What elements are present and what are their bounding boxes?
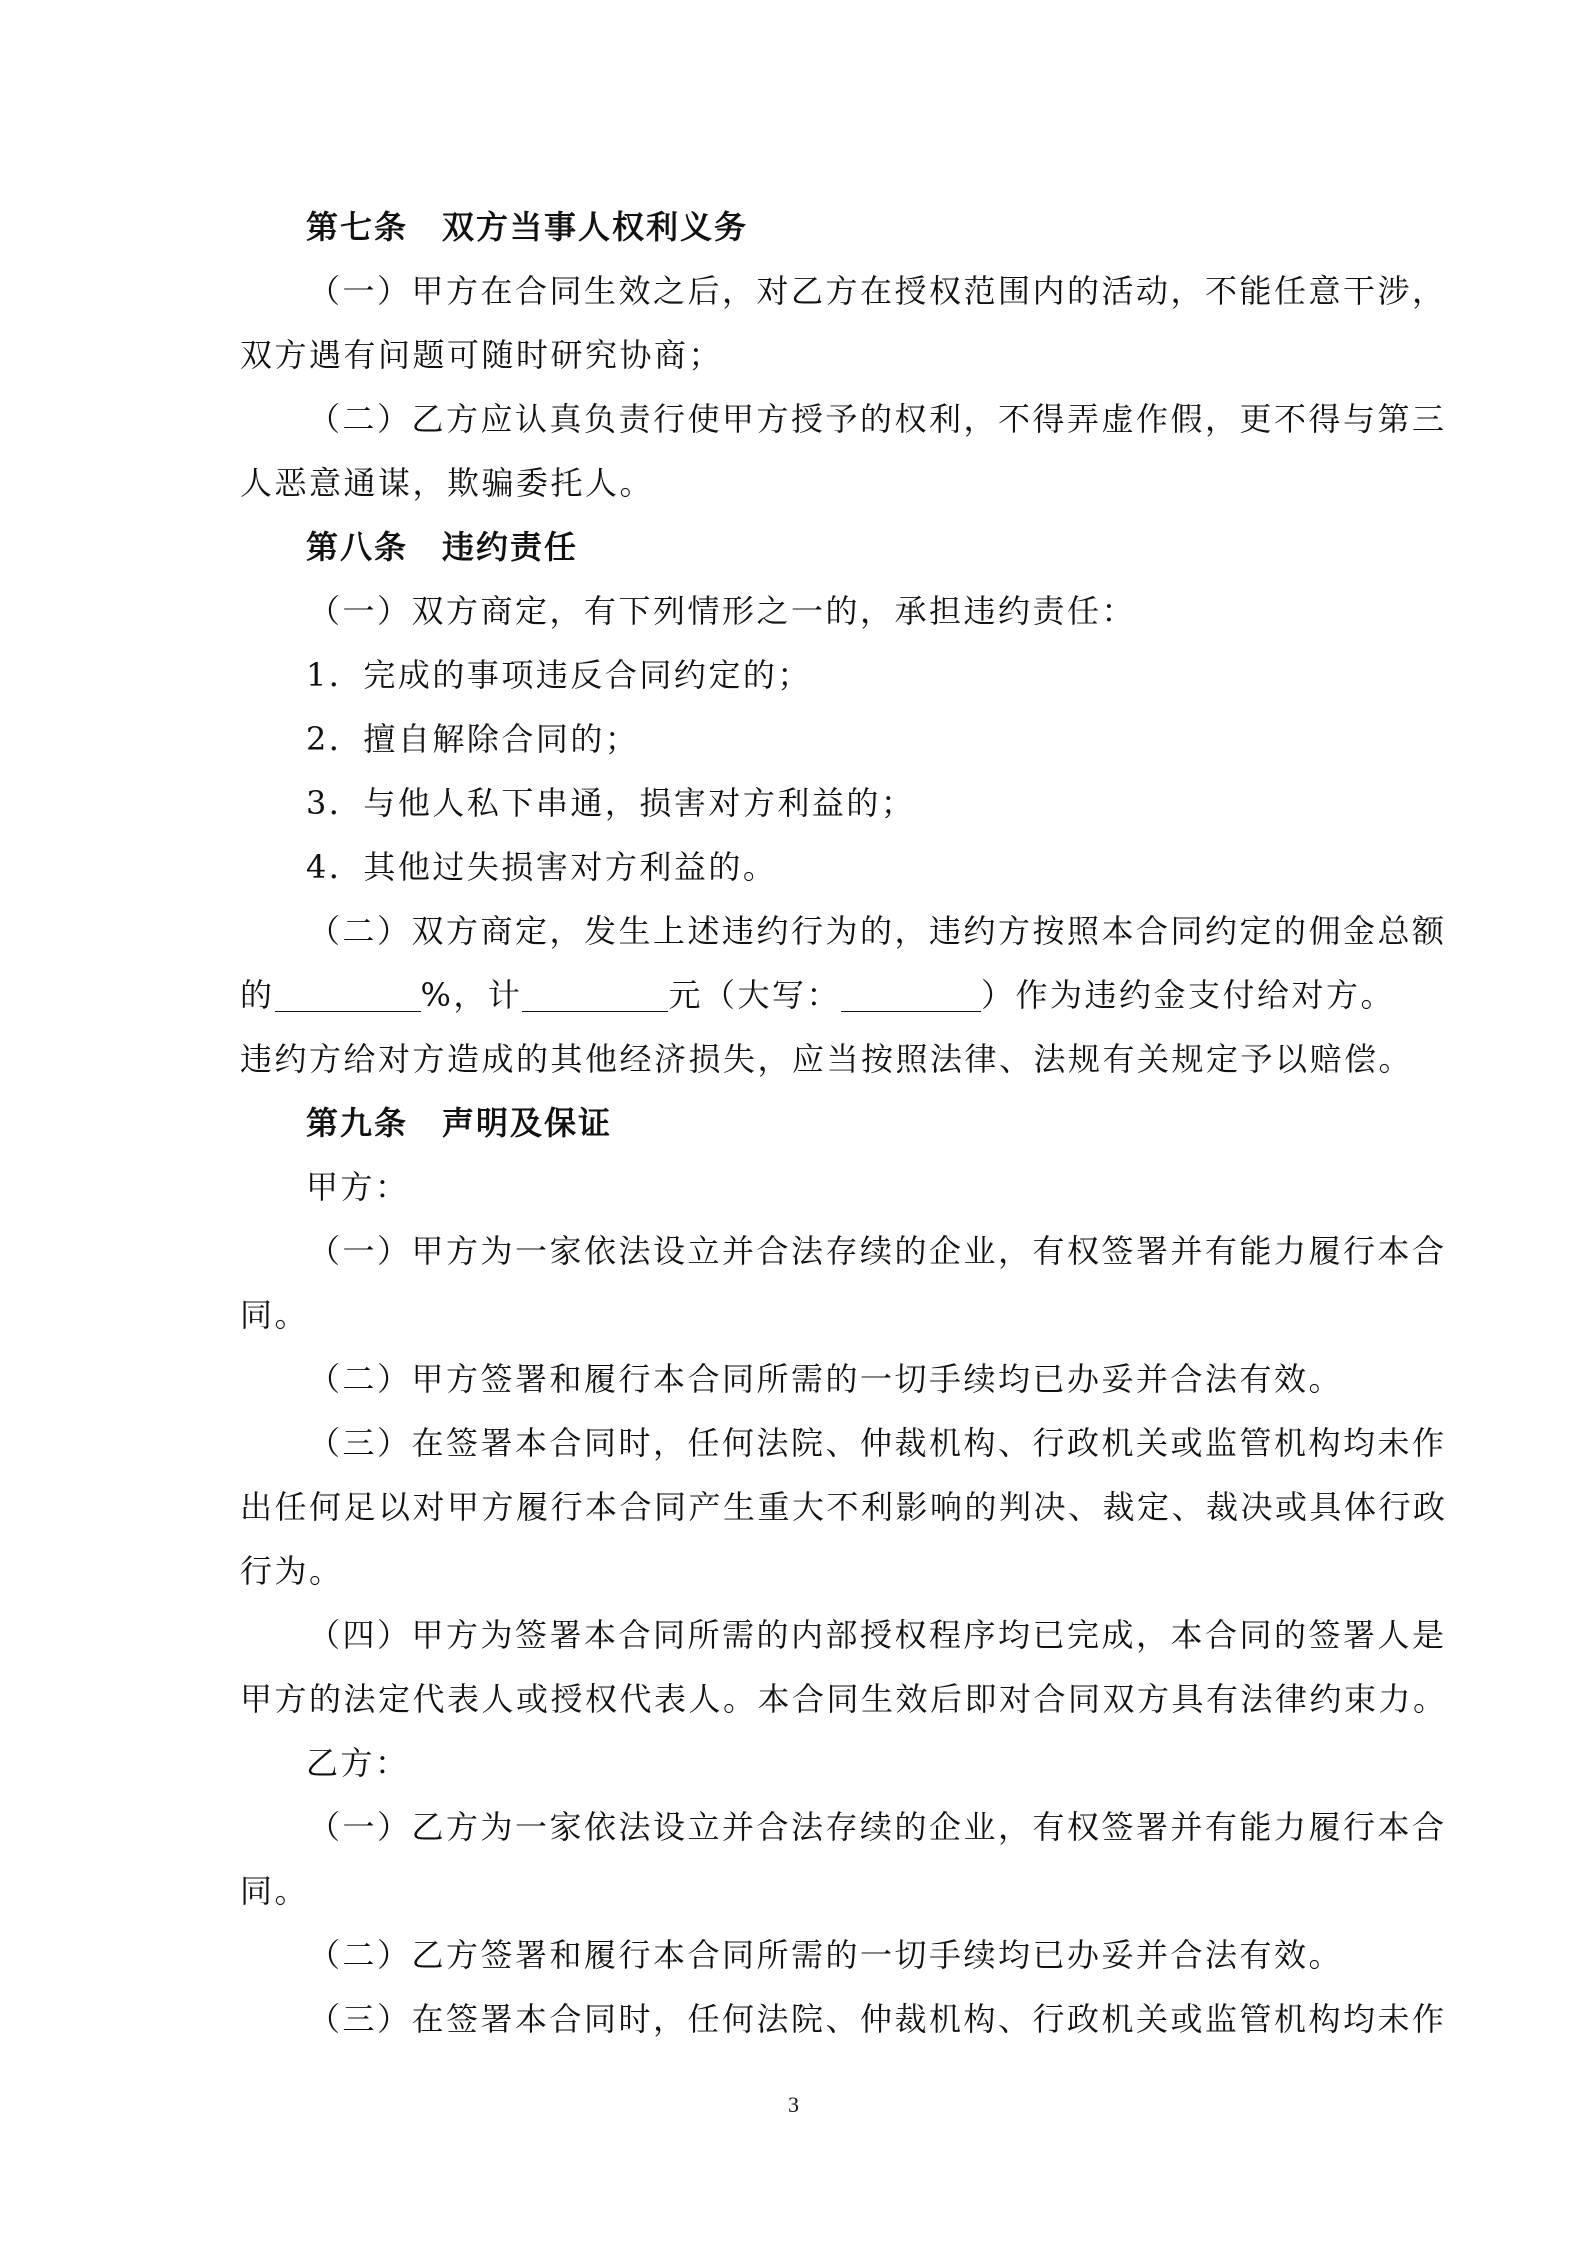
article-8-item-1: （一）双方商定，有下列情形之一的，承担违约责任： [308, 592, 1137, 630]
party-b-item-1-line-1: （一）乙方为一家依法设立并合法存续的企业，有权签署并有能力履行本合 [308, 1808, 1447, 1846]
penalty-text-c: 元（大写： [668, 976, 841, 1014]
article-8-sub-1: 1．完成的事项违反合同约定的； [306, 656, 812, 694]
article-7-number: 第七条 [306, 208, 409, 246]
party-a-label: 甲方： [306, 1168, 410, 1206]
article-7-heading [240, 195, 1358, 259]
party-a-item-3-line-2: 出任何足以对甲方履行本合同产生重大不利影响的判决、裁定、裁决或具体行政 [240, 1488, 1448, 1526]
article-8-item-2-line-3: 违约方给对方造成的其他经济损失，应当按照法律、法规有关规定予以赔偿。 [240, 1040, 1414, 1078]
document-body [240, 195, 1448, 2051]
party-a-item-3-line-3: 行为。 [240, 1552, 344, 1590]
penalty-text-d: ）作为违约金支付给对方。 [980, 976, 1395, 1014]
article-7-item-1-line-2: 双方遇有问题可随时研究协商； [240, 336, 724, 374]
article-9-heading [240, 1091, 1358, 1155]
article-9-title: 声明及保证 [442, 1104, 613, 1142]
party-b-item-1-line-2: 同。 [240, 1872, 310, 1910]
party-b-label: 乙方： [306, 1744, 410, 1782]
article-7-title: 双方当事人权利义务 [442, 208, 749, 246]
article-8-sub-4: 4．其他过失损害对方利益的。 [306, 848, 778, 886]
party-a-item-4-line-1: （四）甲方为签署本合同所需的内部授权程序均已完成，本合同的签署人是 [308, 1616, 1447, 1654]
penalty-percent-blank[interactable] [275, 975, 421, 1012]
party-a-item-2: （二）甲方签署和履行本合同所需的一切手续均已办妥并合法有效。 [308, 1360, 1344, 1398]
article-8-sub-2: 2．擅自解除合同的； [306, 720, 640, 758]
article-8-title: 违约责任 [442, 528, 579, 566]
penalty-amount-words-blank[interactable] [841, 975, 981, 1012]
article-8-item-2-line-1: （二）双方商定，发生上述违约行为的，违约方按照本合同约定的佣金总额 [308, 912, 1447, 950]
party-b-item-3-line-1: （三）在签署本合同时，任何法院、仲裁机构、行政机关或监管机构均未作 [308, 2000, 1447, 2038]
party-a-item-4-line-2: 甲方的法定代表人或授权代表人。本合同生效后即对合同双方具有法律约束力。 [240, 1680, 1448, 1718]
party-b-item-2: （二）乙方签署和履行本合同所需的一切手续均已办妥并合法有效。 [308, 1936, 1344, 1974]
party-a-item-1-line-1: （一）甲方为一家依法设立并合法存续的企业，有权签署并有能力履行本合 [308, 1232, 1447, 1270]
party-a-item-1-line-2: 同。 [240, 1296, 310, 1334]
article-8-item-2-line-2 [240, 963, 1395, 1027]
article-7-item-1-line-1: （一）甲方在合同生效之后，对乙方在授权范围内的活动，不能任意干涉， [308, 272, 1447, 310]
article-8-sub-3: 3．与他人私下串通，损害对方利益的； [306, 784, 916, 822]
article-7-item-2-line-2: 人恶意通谋，欺骗委托人。 [240, 464, 655, 502]
penalty-text-a: 的 [240, 976, 275, 1014]
article-9-number: 第九条 [306, 1104, 409, 1142]
article-8-heading [240, 515, 1358, 579]
penalty-amount-blank[interactable] [522, 975, 668, 1012]
article-7-item-2-line-1: （二）乙方应认真负责行使甲方授予的权利，不得弄虚作假，更不得与第三 [308, 400, 1447, 438]
penalty-text-b: %，计 [420, 976, 523, 1014]
page-number: 3 [788, 2092, 799, 2117]
party-a-item-3-line-1: （三）在签署本合同时，任何法院、仲裁机构、行政机关或监管机构均未作 [308, 1424, 1447, 1462]
article-8-number: 第八条 [306, 528, 409, 566]
